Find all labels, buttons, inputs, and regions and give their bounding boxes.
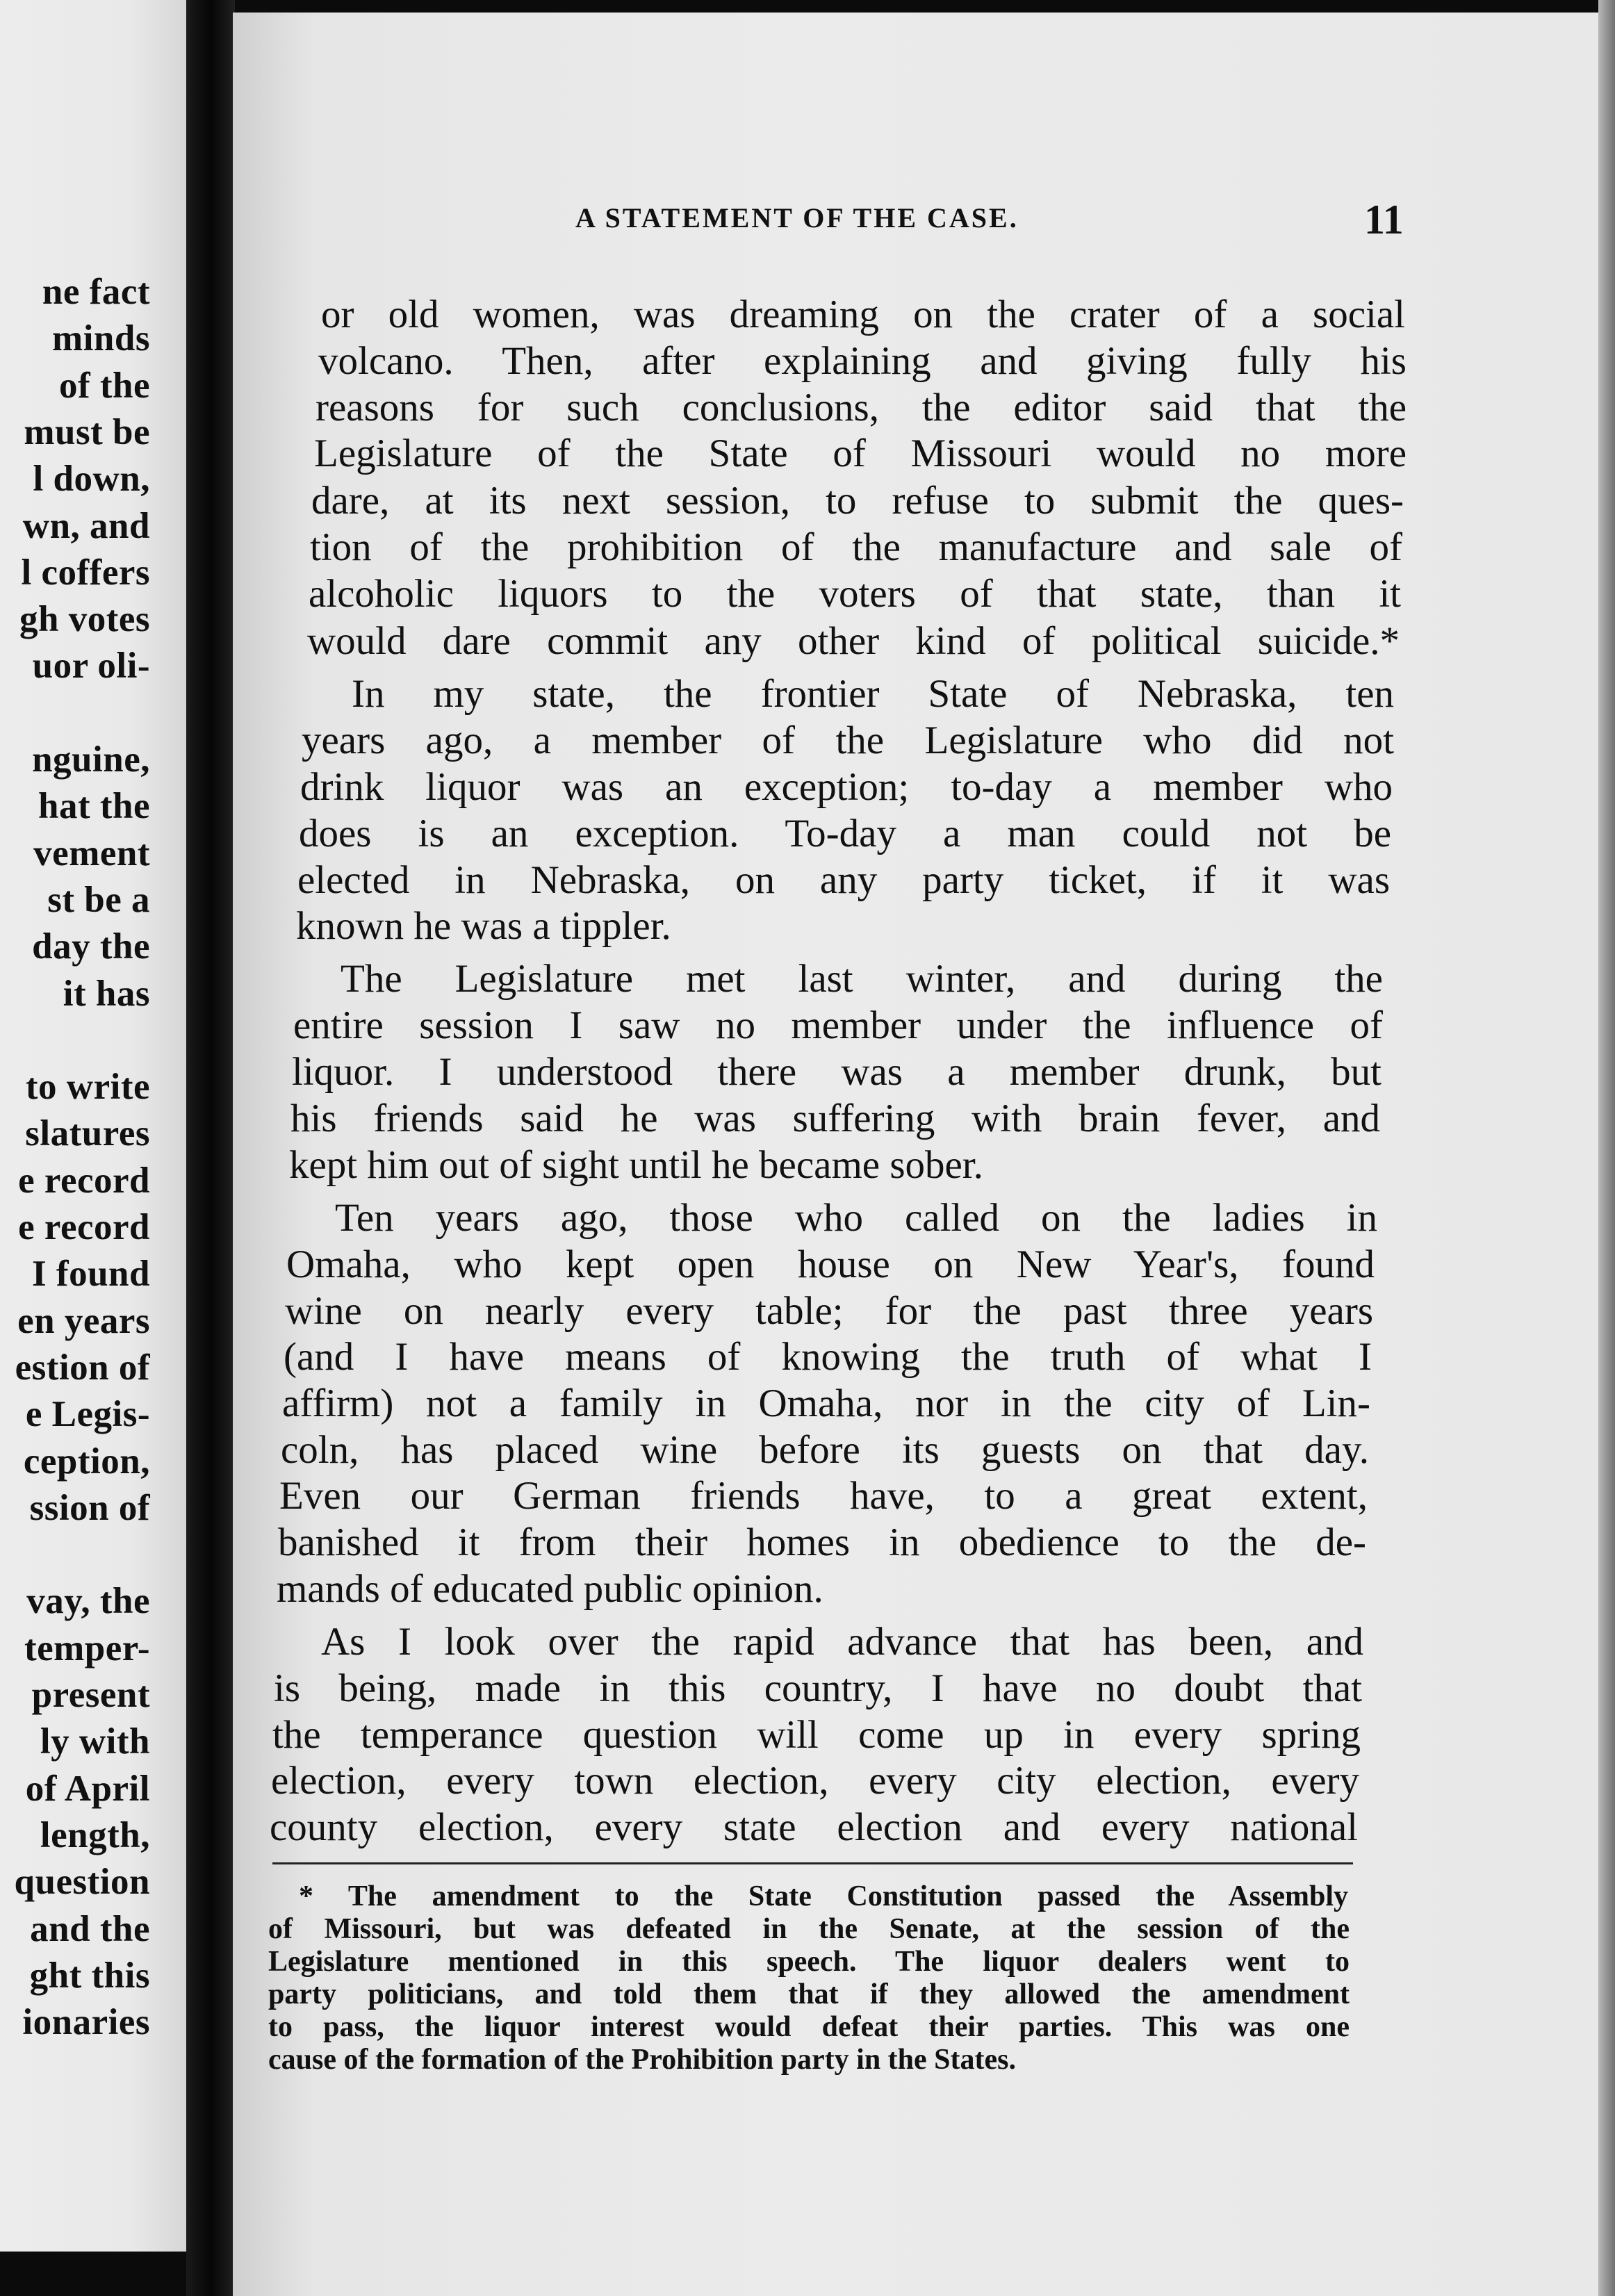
body-line: does is an exception. To-day a man could not be [299,812,1391,855]
footnote-line: of Missouri, but was defeated in the Senate, at the session of the [268,1913,1350,1945]
footnote-line: * The amendment to the State Constitution passed the Assembly [299,1880,1348,1912]
left-page-line: vement [33,833,150,874]
body-line: Even our German friends have, to a great extent, [279,1474,1368,1518]
page-number: 11 [1364,197,1404,243]
left-page-line: st be a [47,879,150,920]
left-page-line: estion of [15,1347,150,1388]
footnote-rule [272,1862,1353,1864]
body-line: alcoholic liquors to the voters of that state, than it [309,572,1401,616]
binding-gutter [186,0,235,2296]
left-page-line: e Legis- [25,1394,150,1435]
left-page-line: ght this [29,1955,150,1996]
body-line: Ten years ago, those who called on the ladies in [335,1196,1377,1240]
left-page-line: uor oli- [32,646,150,687]
footnote-line: to pass, the liquor interest would defeat their parties. This was one [268,2011,1350,2043]
left-page-line: l down, [33,459,150,500]
body-line: liquor. I understood there was a member drunk, but [292,1050,1382,1094]
body-line: kept him out of sight until he became sober. [289,1143,983,1187]
left-page-line: gh votes [19,599,150,640]
left-page-line: en years [17,1300,150,1341]
body-line: tion of the prohibition of the manufacture and sale of [310,525,1402,569]
body-line: volcano. Then, after explaining and giving fully his [318,339,1407,383]
running-title: A STATEMENT OF THE CASE. [575,202,1019,233]
left-page-line: of the [58,365,150,406]
left-page-line: temper- [24,1627,150,1668]
left-page-line: ionaries [22,2002,150,2043]
body-line: entire session I saw no member under the influence of [293,1003,1383,1047]
body-line: coln, has placed wine before its guests on that day. [281,1428,1369,1472]
left-page-line: e record [18,1160,150,1201]
left-page-line: ception, [23,1441,150,1482]
body-line: The Legislature met last winter, and during the [341,957,1383,1001]
left-page-line: ne fact [42,272,150,312]
left-page-line: nguine, [32,739,150,780]
left-page-line: it has [63,973,150,1014]
body-line: reasons for such conclusions, the editor said that the [315,386,1407,429]
body-line: years ago, a member of the Legislature who did not [302,719,1394,762]
footnote-line: Legislature mentioned in this speech. The liquor dealers went to [268,1946,1350,1978]
left-page-line: wn, and [22,505,150,546]
body-line: county election, every state election and every national [270,1805,1358,1849]
body-line: drink liquor was an exception; to-day a member who [300,765,1393,809]
left-facing-page [0,0,186,2252]
body-line: is being, made in this country, I have no doubt that [274,1666,1362,1710]
left-page-line: I found [32,1254,150,1295]
left-page-line: to write [25,1067,150,1108]
page-edge [1598,0,1615,2296]
left-page-line: length, [40,1814,150,1855]
left-page-line: hat the [38,786,150,827]
left-page-line: slatures [25,1113,150,1154]
body-line: wine on nearly every table; for the past three years [285,1289,1373,1333]
body-line: banished it from their homes in obedience to the de- [278,1520,1366,1564]
body-line: mands of educated public opinion. [277,1567,823,1611]
left-page-line: of April [25,1768,150,1809]
body-line: Omaha, who kept open house on New Year's, found [286,1243,1375,1286]
footnote-line: party politicians, and told them that if they allowed the amendment [268,1978,1350,2010]
left-page-line: ly with [40,1721,150,1762]
body-line: In my state, the frontier State of Nebraska, ten [352,672,1394,716]
left-page-line: present [31,1675,150,1715]
body-line: As I look over the rapid advance that has been, and [321,1620,1363,1664]
footnote-line: cause of the formation of the Prohibition party in the States. [268,2044,1016,2076]
body-line: would dare commit any other kind of political suicide.* [307,619,1400,663]
body-line: dare, at its next session, to refuse to submit the ques- [311,479,1404,523]
body-line: the temperance question will come up in every spring [272,1713,1361,1757]
body-line: his friends said he was suffering with brain fever, and [290,1097,1380,1140]
left-page-line: and the [30,1908,150,1949]
left-page-line: question [14,1862,150,1903]
body-line: Legislature of the State of Missouri would no more [314,432,1407,475]
body-line: known he was a tippler. [296,904,671,948]
left-page-line: ssion of [29,1487,150,1528]
running-head [339,196,1416,252]
body-line: or old women, was dreaming on the crater of a social [321,293,1405,336]
left-page-line: minds [52,318,150,359]
body-line: election, every town election, every city election, every [271,1759,1359,1803]
left-page-line: must be [24,411,150,452]
body-line: affirm) not a family in Omaha, nor in the city of Lin- [282,1381,1370,1425]
left-page-line: l coffers [21,552,150,593]
left-page-line: vay, the [26,1581,150,1622]
body-line: elected in Nebraska, on any party ticket, if it was [297,858,1390,902]
left-page-line: day the [32,926,150,967]
body-line: (and I have means of knowing the truth of what I [284,1335,1372,1379]
left-page-line: e record [18,1207,150,1247]
